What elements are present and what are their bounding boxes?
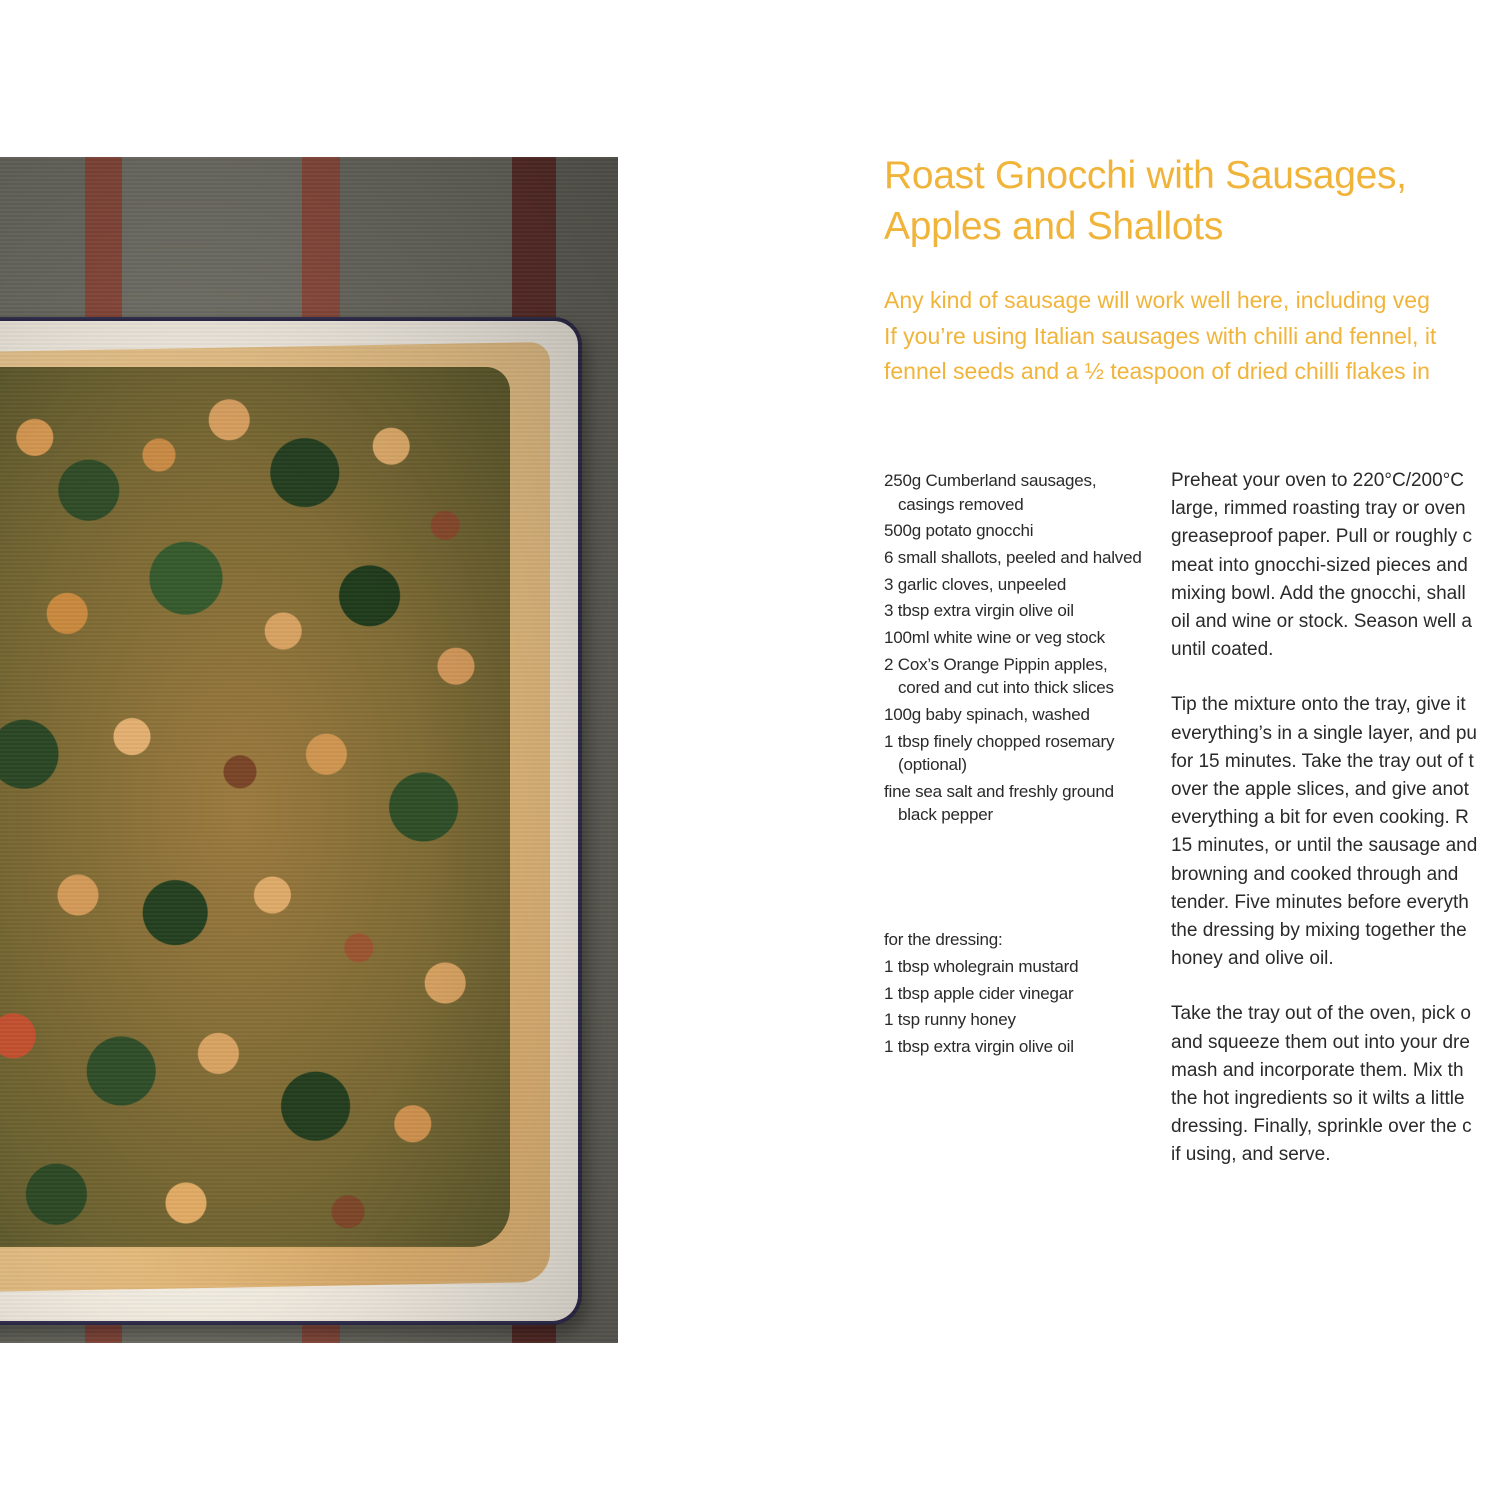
method-line: over the apple slices, and give anot (1171, 779, 1469, 801)
dressing-heading: for the dressing: (884, 930, 1003, 949)
ingredient-item: 100ml white wine or veg stock (884, 627, 1105, 647)
method-text (1171, 467, 1500, 1197)
intro-line: If you’re using Italian sausages with chilli and fennel, it (884, 322, 1437, 349)
ingredient-item: 100g baby spinach, washed (884, 704, 1090, 724)
recipe-photo (0, 157, 618, 1343)
ingredient-item: 2 Cox’s Orange Pippin apples, cored and cut into thick slices (884, 654, 1114, 698)
method-line: Preheat your oven to 220°C/200°C (1171, 470, 1464, 491)
dressing-item: 1 tsp runny honey (884, 1010, 1016, 1030)
method-line: until coated. (1171, 639, 1274, 661)
ingredient-item: 3 tbsp extra virgin olive oil (884, 601, 1074, 621)
title-line: Apples and Shallots (884, 205, 1224, 248)
method-paragraph (1171, 1000, 1500, 1169)
method-line: dressing. Finally, sprinkle over the c (1171, 1116, 1472, 1138)
ingredient-item: 250g Cumberland sausages, casings removed (884, 471, 1097, 514)
intro-line: fennel seeds and a ½ teaspoon of dried chilli flakes in (884, 358, 1430, 384)
method-paragraph (1171, 691, 1500, 973)
method-line: mash and incorporate them. Mix th (1171, 1059, 1464, 1081)
dressing-item: 1 tbsp extra virgin olive oil (884, 1037, 1074, 1057)
method-line: tender. Five minutes before everyth (1171, 891, 1469, 913)
method-line: the dressing by mixing together the (1171, 920, 1467, 942)
method-line: 15 minutes, or until the sausage and (1171, 835, 1478, 857)
dressing-item: 1 tbsp apple cider vinegar (884, 983, 1074, 1003)
ingredient-item: 6 small shallots, peeled and halved (884, 547, 1142, 567)
method-line: Take the tray out of the oven, pick o (1171, 1003, 1471, 1025)
method-paragraph (1171, 467, 1500, 664)
ingredient-item: 3 garlic cloves, unpeeled (884, 574, 1067, 594)
method-line: honey and olive oil. (1171, 948, 1334, 970)
method-line: for 15 minutes. Take the tray out of t (1171, 750, 1474, 772)
method-line: everything’s in a single layer, and pu (1171, 722, 1477, 744)
ingredient-item: 1 tbsp finely chopped rosemary (optional) (884, 731, 1115, 774)
method-line: meat into gnocchi-sized pieces and (1171, 554, 1468, 576)
intro-line: Any kind of sausage will work well here, including veg (884, 287, 1430, 313)
method-line: everything a bit for even cooking. R (1171, 807, 1469, 829)
dressing-list (884, 955, 1144, 1062)
method-line: oil and wine or stock. Season well a (1171, 611, 1472, 633)
recipe-title (884, 150, 1484, 252)
ingredients-list (884, 469, 1144, 830)
photo-shading (0, 157, 618, 1343)
method-line: the hot ingredients so it wilts a little (1171, 1088, 1465, 1110)
method-line: if using, and serve. (1171, 1144, 1331, 1166)
title-line: Roast Gnocchi with Sausages, (884, 154, 1407, 197)
dressing-item: 1 tbsp wholegrain mustard (884, 957, 1079, 976)
ingredient-item: fine sea salt and freshly ground black pepper (884, 781, 1114, 825)
method-line: greaseproof paper. Pull or roughly c (1171, 526, 1473, 548)
method-line: mixing bowl. Add the gnocchi, shall (1171, 582, 1466, 604)
method-line: browning and cooked through and (1171, 863, 1459, 885)
method-line: Tip the mixture onto the tray, give it (1171, 694, 1466, 716)
method-line: and squeeze them out into your dre (1171, 1031, 1470, 1053)
ingredient-item: 500g potato gnocchi (884, 521, 1034, 541)
method-line: large, rimmed roasting tray or oven (1171, 498, 1466, 520)
recipe-intro (884, 283, 1500, 390)
